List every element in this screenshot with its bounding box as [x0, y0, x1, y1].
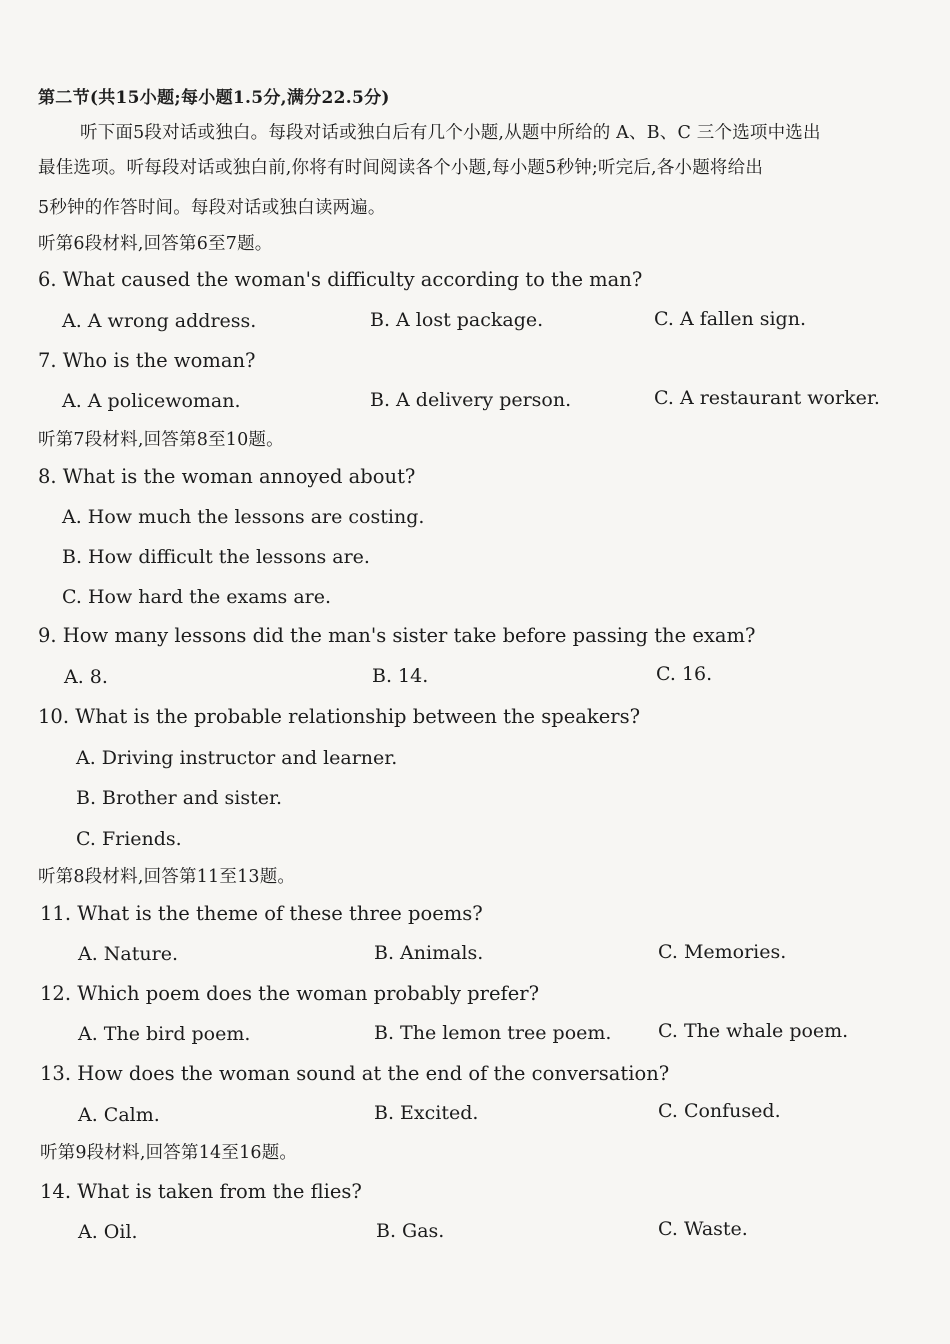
group-intro-8-10: 听第7段材料,回答第8至10题。: [38, 430, 284, 450]
question-10-stem: 10. What is the probable relationship between the speakers?: [38, 705, 641, 728]
question-6-stem: 6. What caused the woman's difficulty according to the man?: [38, 268, 643, 291]
question-13-option-a: A. Calm.: [78, 1104, 160, 1126]
question-12-stem: 12. Which poem does the woman probably prefer?: [40, 982, 540, 1005]
group-intro-6-7: 听第6段材料,回答第6至7题。: [38, 234, 273, 254]
question-12-option-c: C. The whale poem.: [658, 1020, 849, 1042]
question-8-stem: 8. What is the woman annoyed about?: [38, 465, 416, 488]
question-7-option-a: A. A policewoman.: [62, 390, 241, 412]
question-9-option-c: C. 16.: [656, 663, 713, 685]
instructions-line-1: 听下面5段对话或独白。每段对话或独白后有几个小题,从题中所给的 A、B、C 三个选项中选出: [80, 123, 821, 143]
question-14-option-b: B. Gas.: [376, 1220, 445, 1242]
question-11-option-b: B. Animals.: [374, 942, 484, 964]
question-7-stem: 7. Who is the woman?: [38, 349, 256, 372]
group-intro-14-16: 听第9段材料,回答第14至16题。: [40, 1143, 298, 1163]
question-10-option-b: B. Brother and sister.: [76, 787, 283, 809]
question-9-option-b: B. 14.: [372, 665, 429, 687]
question-6-option-a: A. A wrong address.: [62, 310, 257, 332]
question-8-option-a: A. How much the lessons are costing.: [62, 506, 425, 528]
question-13-option-c: C. Confused.: [658, 1100, 781, 1122]
question-11-stem: 11. What is the theme of these three poems?: [40, 902, 483, 925]
instructions-line-3: 5秒钟的作答时间。每段对话或独白读两遍。: [38, 198, 386, 218]
question-12-option-a: A. The bird poem.: [78, 1023, 251, 1045]
group-intro-11-13: 听第8段材料,回答第11至13题。: [38, 867, 296, 887]
instructions-line-2: 最佳选项。听每段对话或独白前,你将有时间阅读各个小题,每小题5秒钟;听完后,各小题将给出: [38, 158, 764, 178]
question-7-option-b: B. A delivery person.: [370, 389, 572, 411]
question-13-option-b: B. Excited.: [374, 1102, 479, 1124]
question-8-option-c: C. How hard the exams are.: [62, 586, 332, 608]
section-header: 第二节(共15小题;每小题1.5分,满分22.5分): [38, 88, 390, 108]
question-13-stem: 13. How does the woman sound at the end of the conversation?: [40, 1062, 670, 1085]
question-11-option-c: C. Memories.: [658, 941, 787, 963]
question-9-stem: 9. How many lessons did the man's sister take before passing the exam?: [38, 624, 756, 647]
question-6-option-c: C. A fallen sign.: [654, 308, 806, 330]
question-8-option-b: B. How difficult the lessons are.: [62, 546, 370, 568]
question-7-option-c: C. A restaurant worker.: [654, 387, 880, 409]
question-14-option-a: A. Oil.: [78, 1221, 138, 1243]
question-14-option-c: C. Waste.: [658, 1218, 748, 1240]
question-10-option-a: A. Driving instructor and learner.: [76, 747, 398, 769]
question-10-option-c: C. Friends.: [76, 828, 182, 850]
question-9-option-a: A. 8.: [64, 666, 108, 688]
question-14-stem: 14. What is taken from the flies?: [40, 1180, 362, 1203]
question-11-option-a: A. Nature.: [78, 943, 178, 965]
question-12-option-b: B. The lemon tree poem.: [374, 1022, 612, 1044]
question-6-option-b: B. A lost package.: [370, 309, 544, 331]
